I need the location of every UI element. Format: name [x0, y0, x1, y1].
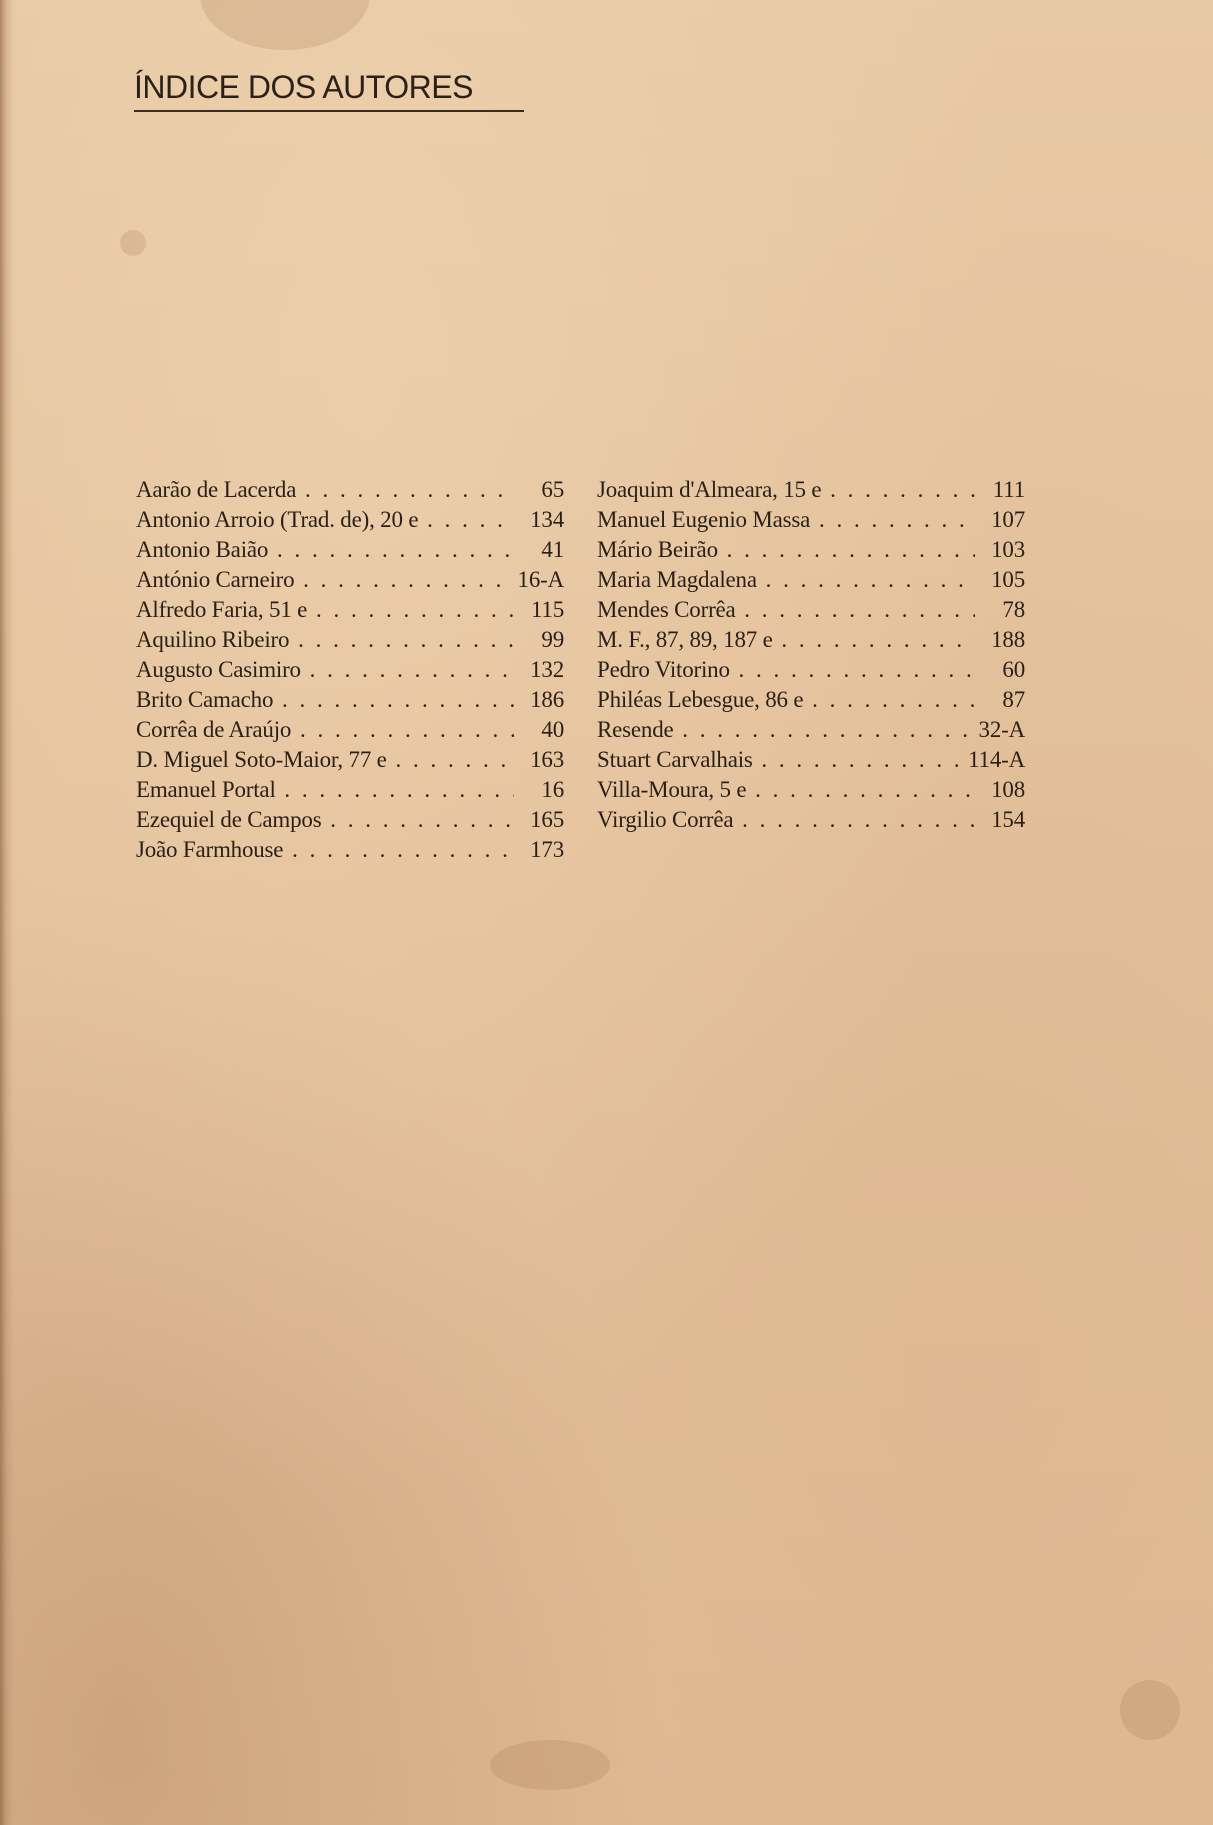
- page-number: 134: [530, 507, 564, 532]
- title-underline: [134, 110, 524, 112]
- page-number: 65: [541, 477, 564, 502]
- author-name: Virgilio Corrêa . . .: [597, 805, 975, 835]
- page-number: 154: [991, 807, 1025, 832]
- index-entry: [136, 505, 564, 535]
- page-title: ÍNDICE DOS AUTORES: [134, 69, 473, 105]
- author-name: Antonio Arroio (Trad. de), 20 e . . .: [136, 505, 514, 535]
- paper-stain: [1120, 1680, 1180, 1740]
- page-number: 60: [1002, 657, 1025, 682]
- author-name: Stuart Carvalhais . . .: [597, 745, 958, 775]
- author-name: Maria Magdalena . . .: [597, 565, 975, 595]
- author-name: Emanuel Portal . . .: [136, 775, 514, 805]
- page-number: 105: [991, 567, 1025, 592]
- author-name: Aquilino Ribeiro . . .: [136, 625, 514, 655]
- page-number: 32-A: [978, 717, 1025, 742]
- paper-stain: [490, 1740, 610, 1790]
- index-entry: [136, 655, 564, 685]
- author-name: António Carneiro . . .: [136, 565, 508, 595]
- index-entry: [597, 775, 1025, 805]
- index-entry: [136, 625, 564, 655]
- author-name: Pedro Vitorino . . .: [597, 655, 975, 685]
- author-name: Antonio Baião . . .: [136, 535, 514, 565]
- page-number: 16: [541, 777, 564, 802]
- index-column-right: [597, 475, 1025, 835]
- author-name: Joaquim d'Almeara, 15 e . . .: [597, 475, 975, 505]
- author-name: Philéas Lebesgue, 86 e . . .: [597, 685, 975, 715]
- page-number: 186: [530, 687, 564, 712]
- index-entry: [597, 685, 1025, 715]
- paper-stain: [200, 0, 370, 50]
- paper-stain: [120, 230, 146, 256]
- author-name: Ezequiel de Campos . . .: [136, 805, 514, 835]
- index-column-left: [136, 475, 564, 865]
- index-entry: [136, 745, 564, 775]
- author-name: Augusto Casimiro . . .: [136, 655, 514, 685]
- index-entry: [136, 685, 564, 715]
- index-entry: [136, 535, 564, 565]
- author-name: Manuel Eugenio Massa . . .: [597, 505, 975, 535]
- author-name: D. Miguel Soto-Maior, 77 e . . .: [136, 745, 514, 775]
- index-entry: [136, 775, 564, 805]
- page-number: 16-A: [517, 567, 564, 592]
- page-number: 163: [530, 747, 564, 772]
- index-entry: [597, 595, 1025, 625]
- index-entry: [136, 805, 564, 835]
- page-number: 107: [991, 507, 1025, 532]
- index-entry: [597, 655, 1025, 685]
- index-entry: [597, 535, 1025, 565]
- index-entry: [136, 565, 564, 595]
- index-entry: [136, 595, 564, 625]
- page-number: 103: [991, 537, 1025, 562]
- page-number: 115: [530, 597, 564, 622]
- page-number: 132: [530, 657, 564, 682]
- page-number: 114-A: [968, 747, 1025, 772]
- index-entry: [597, 565, 1025, 595]
- index-entry: [597, 715, 1025, 745]
- author-name: M. F., 87, 89, 187 e . . .: [597, 625, 975, 655]
- page-number: 165: [530, 807, 564, 832]
- author-name: Mendes Corrêa . . .: [597, 595, 975, 625]
- page-edge-shadow: [0, 0, 14, 1825]
- index-entry: [136, 475, 564, 505]
- author-name: João Farmhouse . . .: [136, 835, 514, 865]
- index-entry: [597, 505, 1025, 535]
- index-entry: [136, 715, 564, 745]
- page-number: 41: [541, 537, 564, 562]
- author-name: Resende . . .: [597, 715, 969, 745]
- index-entry: [136, 835, 564, 865]
- page-number: 99: [541, 627, 564, 652]
- index-entry: [597, 805, 1025, 835]
- page-number: 78: [1002, 597, 1025, 622]
- page-number: 188: [991, 627, 1025, 652]
- author-name: Mário Beirão . . .: [597, 535, 975, 565]
- author-name: Villa-Moura, 5 e . . .: [597, 775, 975, 805]
- page-number: 40: [541, 717, 564, 742]
- page-number: 111: [992, 477, 1025, 502]
- author-name: Alfredo Faria, 51 e . . .: [136, 595, 514, 625]
- page-number: 87: [1002, 687, 1025, 712]
- index-entry: [597, 625, 1025, 655]
- author-name: Corrêa de Araújo . . .: [136, 715, 514, 745]
- index-entry: [597, 745, 1025, 775]
- page-number: 108: [991, 777, 1025, 802]
- index-entry: [597, 475, 1025, 505]
- author-name: Aarão de Lacerda . . .: [136, 475, 514, 505]
- page-number: 173: [530, 837, 564, 862]
- author-name: Brito Camacho . . .: [136, 685, 514, 715]
